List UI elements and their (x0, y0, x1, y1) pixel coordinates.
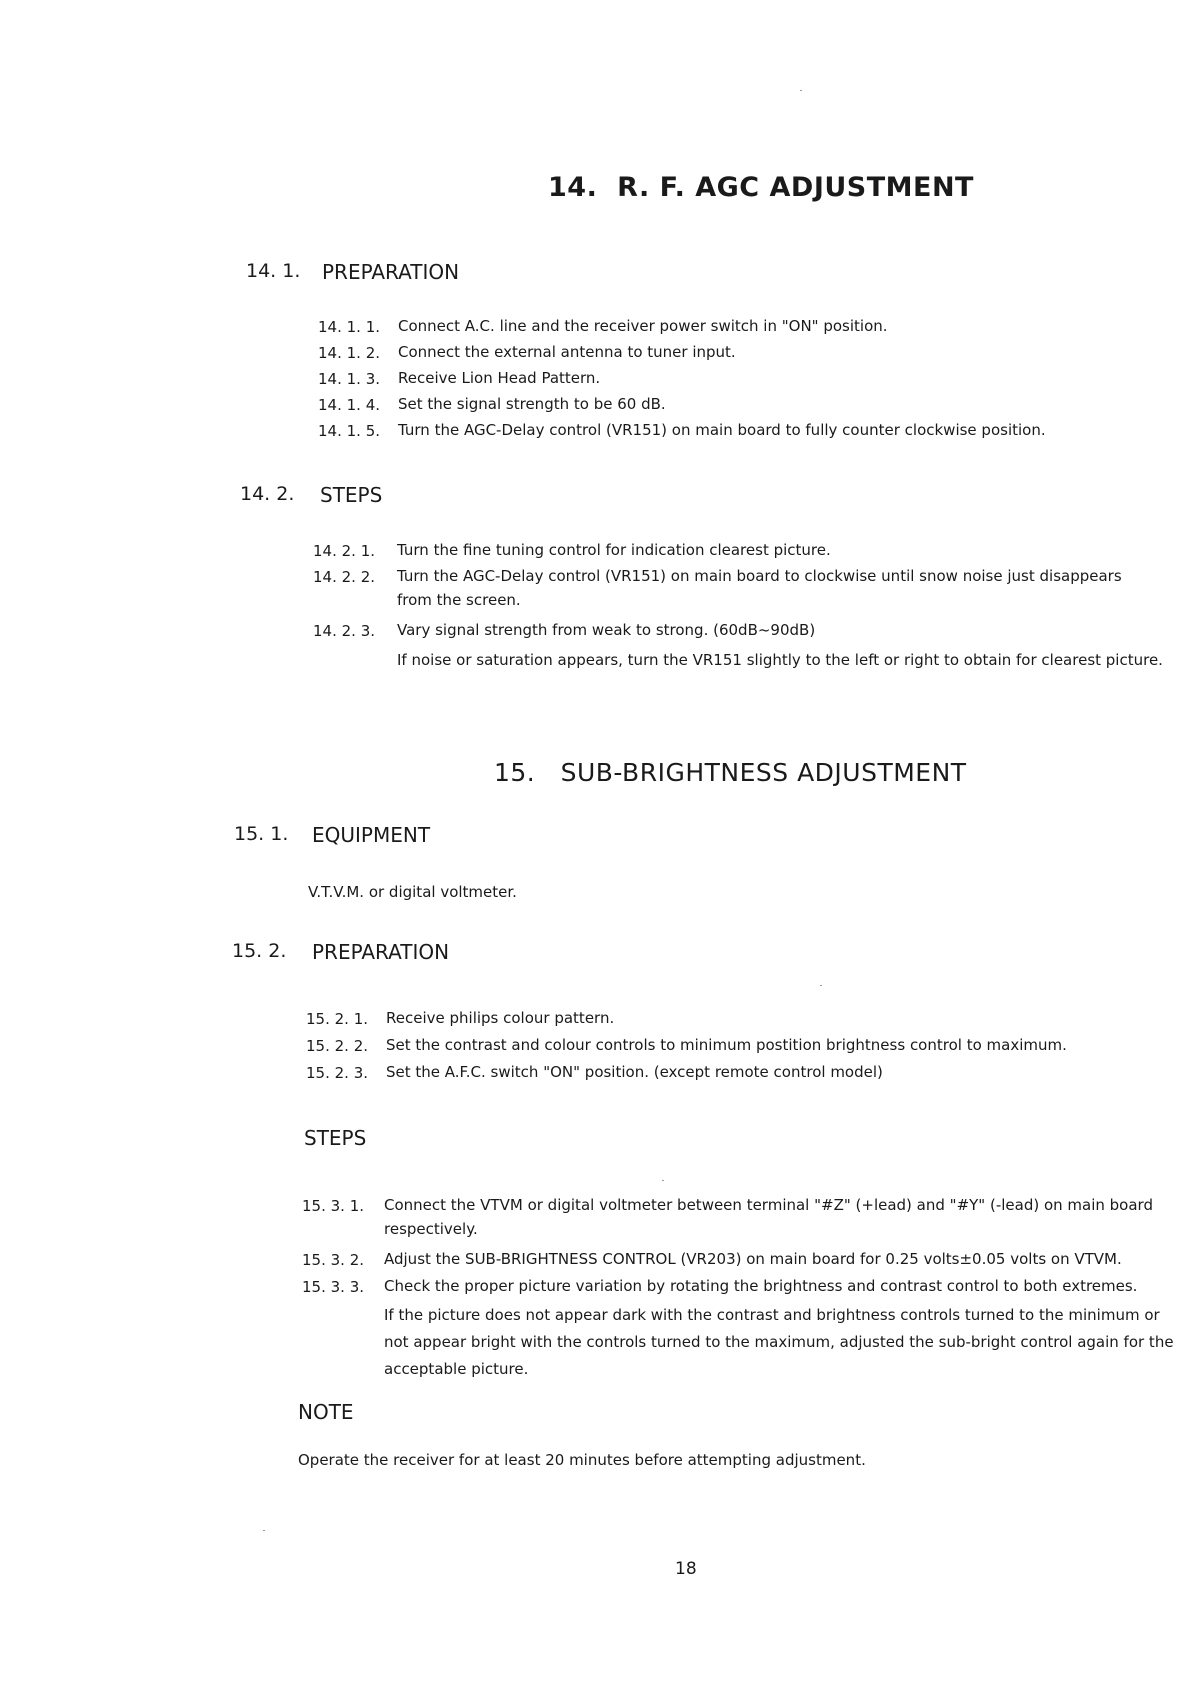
item-number: 15. 3. 1. (302, 1197, 365, 1215)
heading-15-1-equipment: EQUIPMENT (312, 823, 431, 847)
heading-14-2-number: 14. 2. (240, 483, 295, 505)
item-text: Set the contrast and colour controls to minimum postition brightness control to maximum. (386, 1036, 1067, 1054)
item-text: Turn the AGC-Delay control (VR151) on main board to clockwise until snow noise just disappears from the screen. (397, 567, 1122, 609)
section-15-title-number: 15. (494, 758, 536, 787)
item-text: Receive Lion Head Pattern. (398, 369, 601, 387)
item-number: 14. 1. 3. (318, 370, 381, 388)
heading-15-1-number: 15. 1. (234, 823, 289, 845)
heading-15-2-number: 15. 2. (232, 940, 287, 962)
scan-speck (800, 90, 802, 91)
item-text: Turn the fine tuning control for indication clearest picture. (397, 541, 831, 559)
section-14-title (548, 172, 974, 203)
heading-14-2-steps: STEPS (320, 483, 383, 507)
item-number: 14. 1. 4. (318, 396, 381, 414)
item-text-continued: If the picture does not appear dark with the contrast and brightness controls turned to the minimum or not appear bright with the controls turned to the maximum, adjusted the sub-bright control again for the acceptable picture. (384, 1306, 1174, 1378)
heading-14-1-preparation: PREPARATION (322, 260, 460, 284)
heading-15-2-preparation: PREPARATION (312, 940, 450, 964)
item-text: Connect A.C. line and the receiver power switch in "ON" position. (398, 317, 888, 335)
item-number: 15. 2. 2. (306, 1037, 369, 1055)
item-text: Receive philips colour pattern. (386, 1009, 615, 1027)
item-number: 15. 2. 3. (306, 1064, 369, 1082)
section-14-title-number: 14. (548, 172, 598, 203)
item-text: Connect the VTVM or digital voltmeter between terminal "#Z" (+lead) and "#Y" (-lead) on main board respectively. (384, 1196, 1153, 1238)
note-text: Operate the receiver for at least 20 minutes before attempting adjustment. (298, 1451, 866, 1469)
note-heading: NOTE (298, 1400, 354, 1424)
item-text: Check the proper picture variation by rotating the brightness and contrast control to both extremes. (384, 1277, 1138, 1295)
item-number: 15. 3. 2. (302, 1251, 365, 1269)
item-number: 15. 2. 1. (306, 1010, 369, 1028)
item-number: 15. 3. 3. (302, 1278, 365, 1296)
item-text: Turn the AGC-Delay control (VR151) on main board to fully counter clockwise position. (398, 421, 1046, 439)
page-number: 18 (675, 1559, 697, 1579)
item-text: Vary signal strength from weak to strong. (60dB~90dB) (397, 621, 816, 639)
section-14-title-text: R. F. AGC ADJUSTMENT (617, 172, 974, 203)
scan-speck (263, 1530, 265, 1531)
item-text-continued: If noise or saturation appears, turn the VR151 slightly to the left or right to obtain for clearest picture. (397, 651, 1163, 669)
item-number: 14. 2. 3. (313, 622, 376, 640)
item-text: Connect the external antenna to tuner input. (398, 343, 736, 361)
item-number: 14. 1. 5. (318, 422, 381, 440)
heading-15-3-steps: STEPS (304, 1126, 367, 1150)
scan-speck (662, 1180, 664, 1181)
scan-speck (820, 985, 822, 986)
equipment-text: V.T.V.M. or digital voltmeter. (308, 883, 517, 901)
item-number: 14. 2. 2. (313, 568, 376, 586)
section-15-title (494, 758, 967, 787)
item-number: 14. 2. 1. (313, 542, 376, 560)
heading-14-1-number: 14. 1. (246, 260, 301, 282)
item-text: Adjust the SUB-BRIGHTNESS CONTROL (VR203) on main board for 0.25 volts±0.05 volts on VTVM. (384, 1250, 1122, 1268)
item-text: Set the A.F.C. switch "ON" position. (except remote control model) (386, 1063, 883, 1081)
section-15-title-text: SUB-BRIGHTNESS ADJUSTMENT (560, 758, 967, 787)
item-number: 14. 1. 1. (318, 318, 381, 336)
item-text: Set the signal strength to be 60 dB. (398, 395, 666, 413)
item-number: 14. 1. 2. (318, 344, 381, 362)
